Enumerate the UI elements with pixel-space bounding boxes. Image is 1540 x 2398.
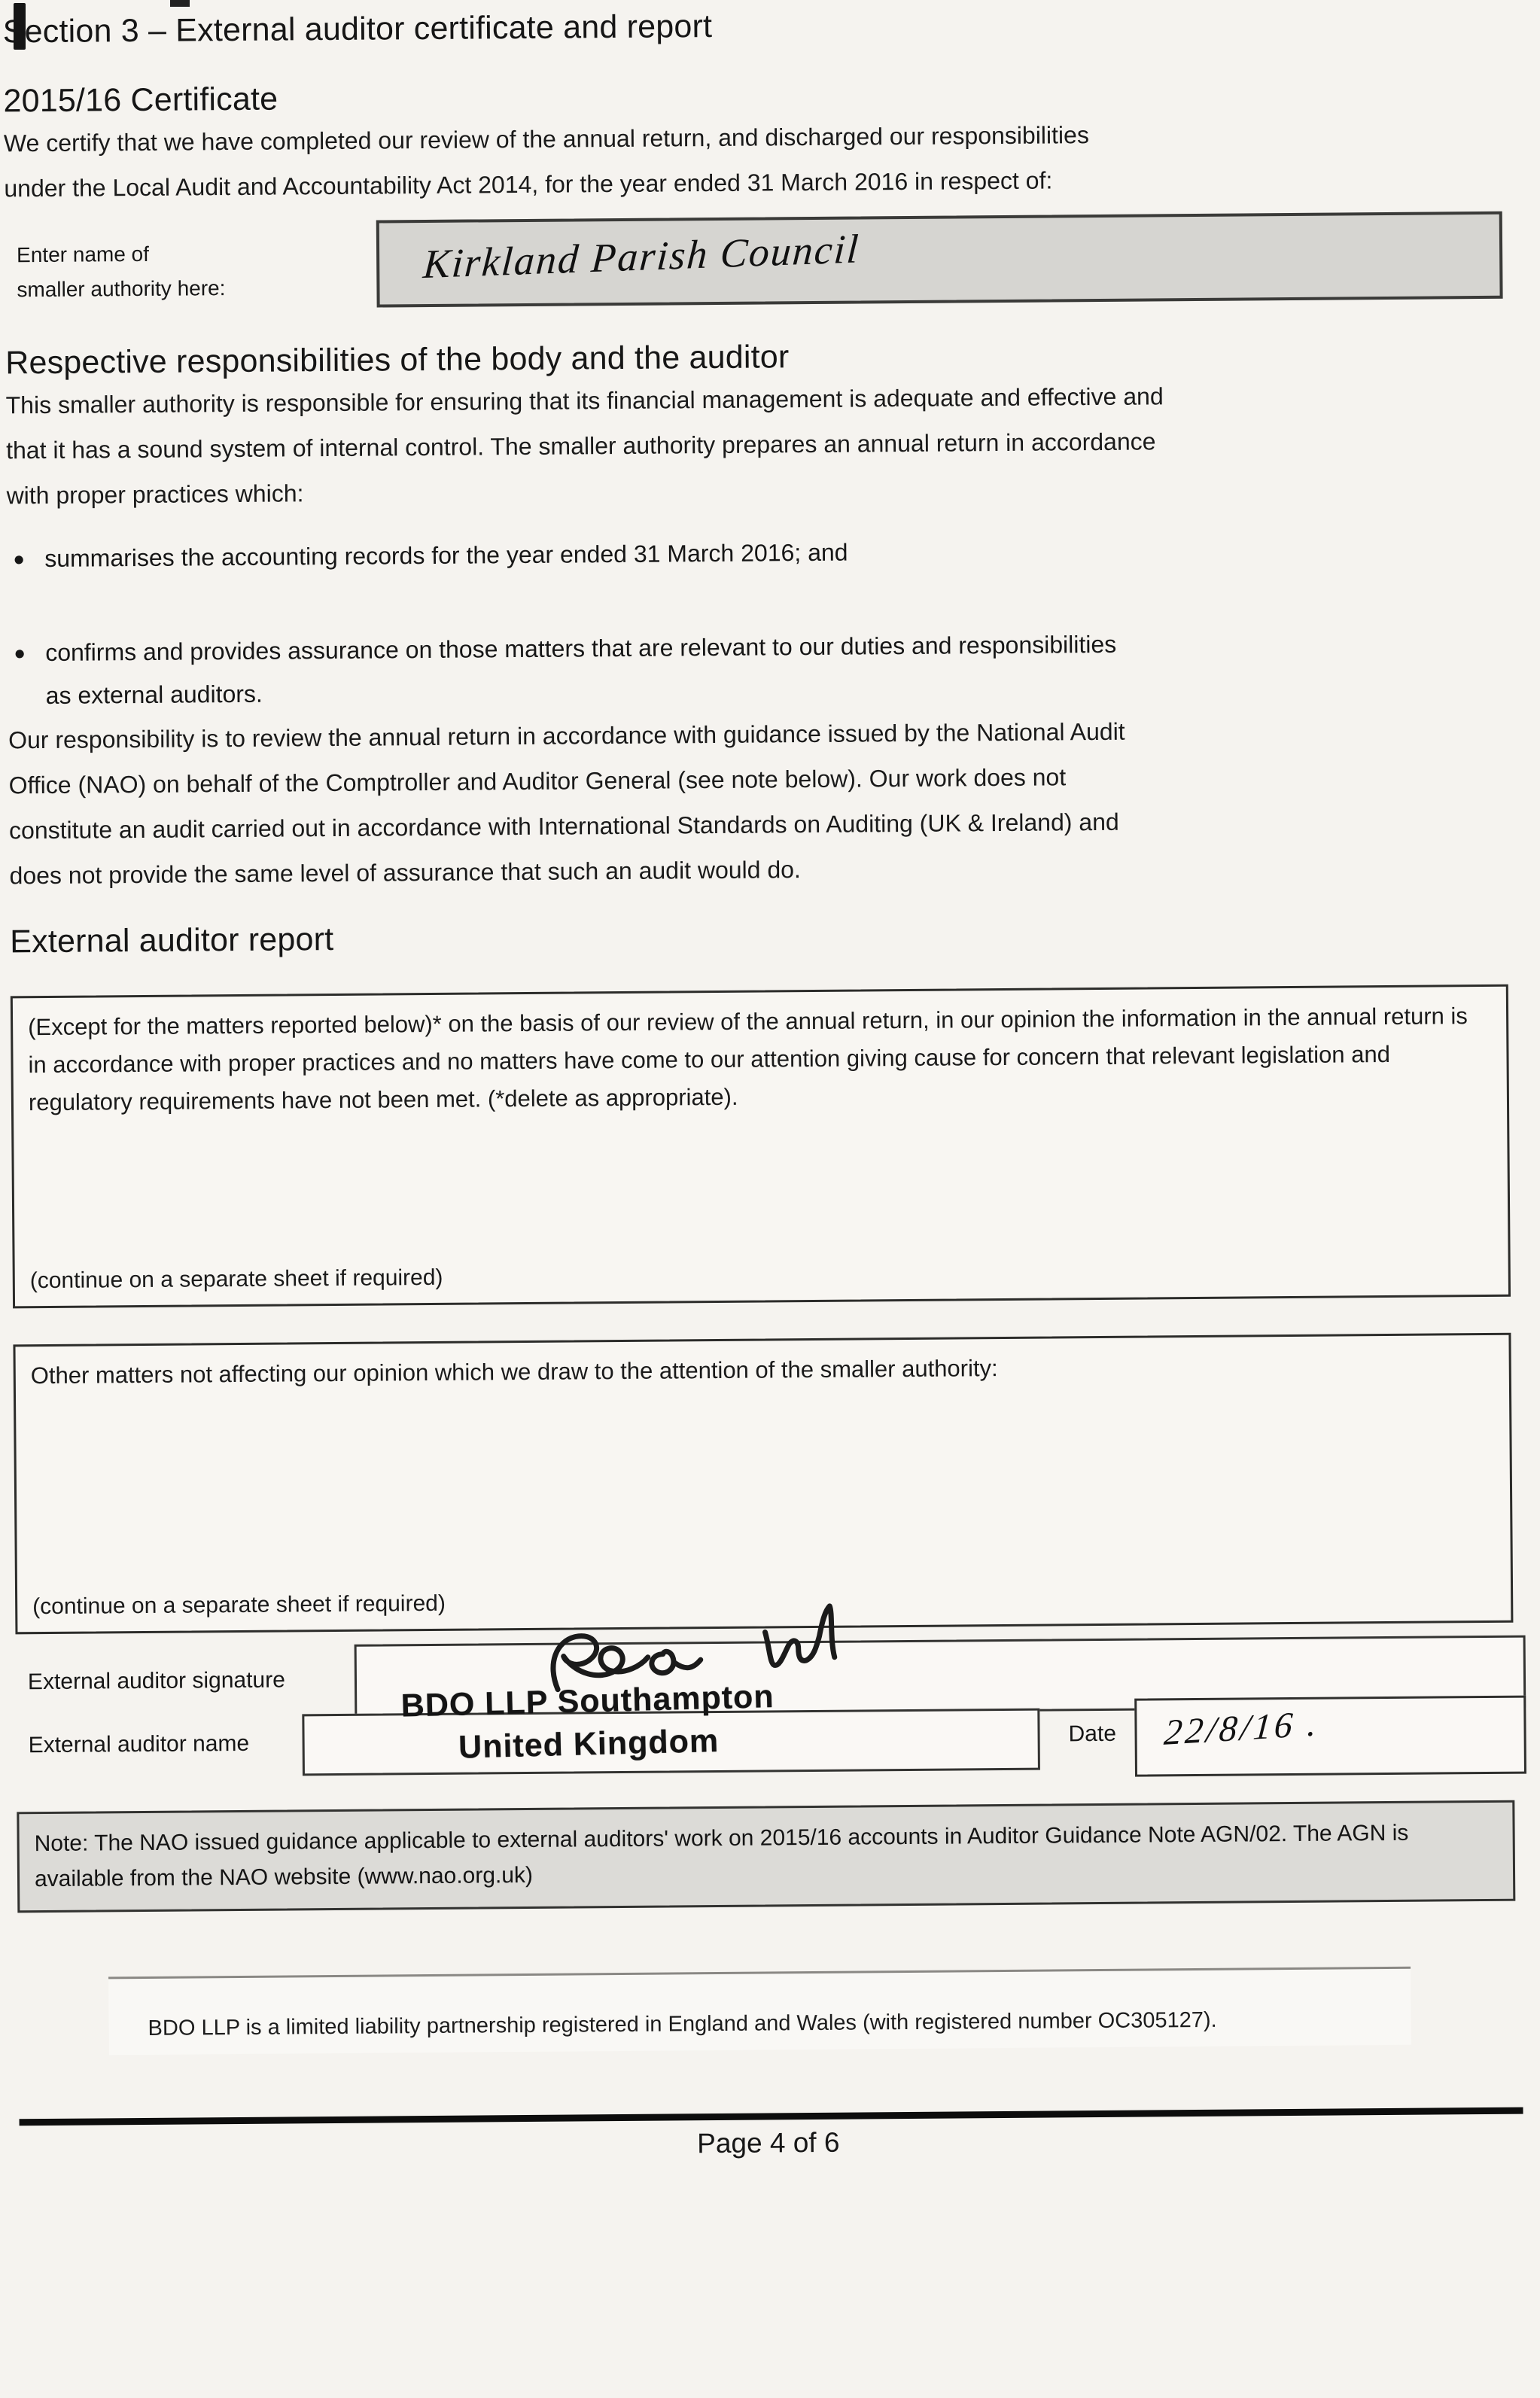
authority-name-label: [5, 221, 377, 311]
certify-paragraph: We certify that we have completed our review of the annual return, and discharged our responsibilities under the Local Audit and Accountability Act 2014, for the year ended 31 March 2016 in respect of:: [3, 121, 1089, 202]
other-matters-box: [13, 1333, 1513, 1635]
bdo-registration-sheet: [108, 1967, 1411, 2056]
list-item: [8, 620, 1506, 718]
continue-note: (continue on a separate sheet if required): [32, 1590, 446, 1620]
bullet-icon: ●: [14, 641, 26, 665]
nao-note: Note: The NAO issued guidance applicable to external auditors' work on 2015/16 accounts in Auditor Guidance Note AGN/02. The AGN is available from the NAO website (www.nao.org.uk): [17, 1800, 1515, 1913]
date-label: Date: [1068, 1721, 1117, 1747]
authority-name-field: [376, 211, 1503, 308]
stamp-line2: United Kingdom: [458, 1722, 720, 1766]
auditor-name-label: External auditor name: [28, 1730, 250, 1758]
other-matters-text: Other matters not affecting our opinion which we draw to the attention of the smaller authority:: [30, 1355, 998, 1389]
registration-text: BDO LLP is a limited liability partnership registered in England and Wales (with registered number OC305127).: [148, 2007, 1217, 2040]
stamp-line1: BDO LLP Southampton: [400, 1678, 775, 1724]
bdo-stamp: [294, 1673, 883, 1774]
section-title: Section 3 – External auditor certificate and report: [2, 8, 713, 50]
responsibilities-bullet-list: [7, 526, 1506, 718]
authority-name-label-line1: Enter name of: [16, 242, 150, 267]
signature-block: [16, 1636, 1515, 1802]
page-header: [3, 1, 1502, 121]
date-field: [1134, 1696, 1526, 1777]
page-number: Page 4 of 6: [697, 2126, 840, 2159]
authority-name-handwritten: Kirkland Parish Council: [422, 226, 862, 288]
report-heading: External auditor report: [10, 921, 334, 960]
list-item: [7, 526, 1505, 581]
auditor-responsibility-paragraph: Our responsibility is to review the annual return in accordance with guidance issued by the National Audit Office (NAO) on behalf of the Comptroller and Auditor General (see note below). Our work does not constitute an audit carried out in accordance with International Standards on Auditing (UK & Ireland) and does not provide the same level of assurance that such an audit would do.: [8, 717, 1125, 890]
responsibilities-heading: Respective responsibilities of the body and the auditor: [5, 339, 790, 382]
certificate-title: 2015/16 Certificate: [3, 81, 278, 120]
authority-name-row: [5, 211, 1503, 311]
bullet-text: summarises the accounting records for the year ended 31 March 2016; and: [44, 538, 848, 572]
opinion-text: (Except for the matters reported below)* on the basis of our review of the annual return, in our opinion the information in the annual return is in accordance with proper practices and no matters have come to our attention giving cause for concern that relevant legislation and regulatory requirements have not been met. (*delete as appropriate).: [28, 1003, 1468, 1116]
bullet-icon: ●: [13, 547, 26, 571]
signature-label: External auditor signature: [27, 1667, 285, 1695]
continue-note: (continue on a separate sheet if required): [29, 1264, 443, 1294]
opinion-box: [11, 984, 1511, 1309]
date-handwritten: 22/8/16 .: [1162, 1703, 1322, 1753]
bullet-text: confirms and provides assurance on those matters that are relevant to our duties and responsibilities as external auditors.: [45, 630, 1117, 709]
authority-name-label-line2: smaller authority here:: [17, 276, 226, 302]
responsibilities-intro: This smaller authority is responsible for ensuring that its financial management is adequate and effective and that it has a sound system of internal control. The smaller authority prepares an annual return in accordance with proper practices which:: [5, 382, 1164, 510]
